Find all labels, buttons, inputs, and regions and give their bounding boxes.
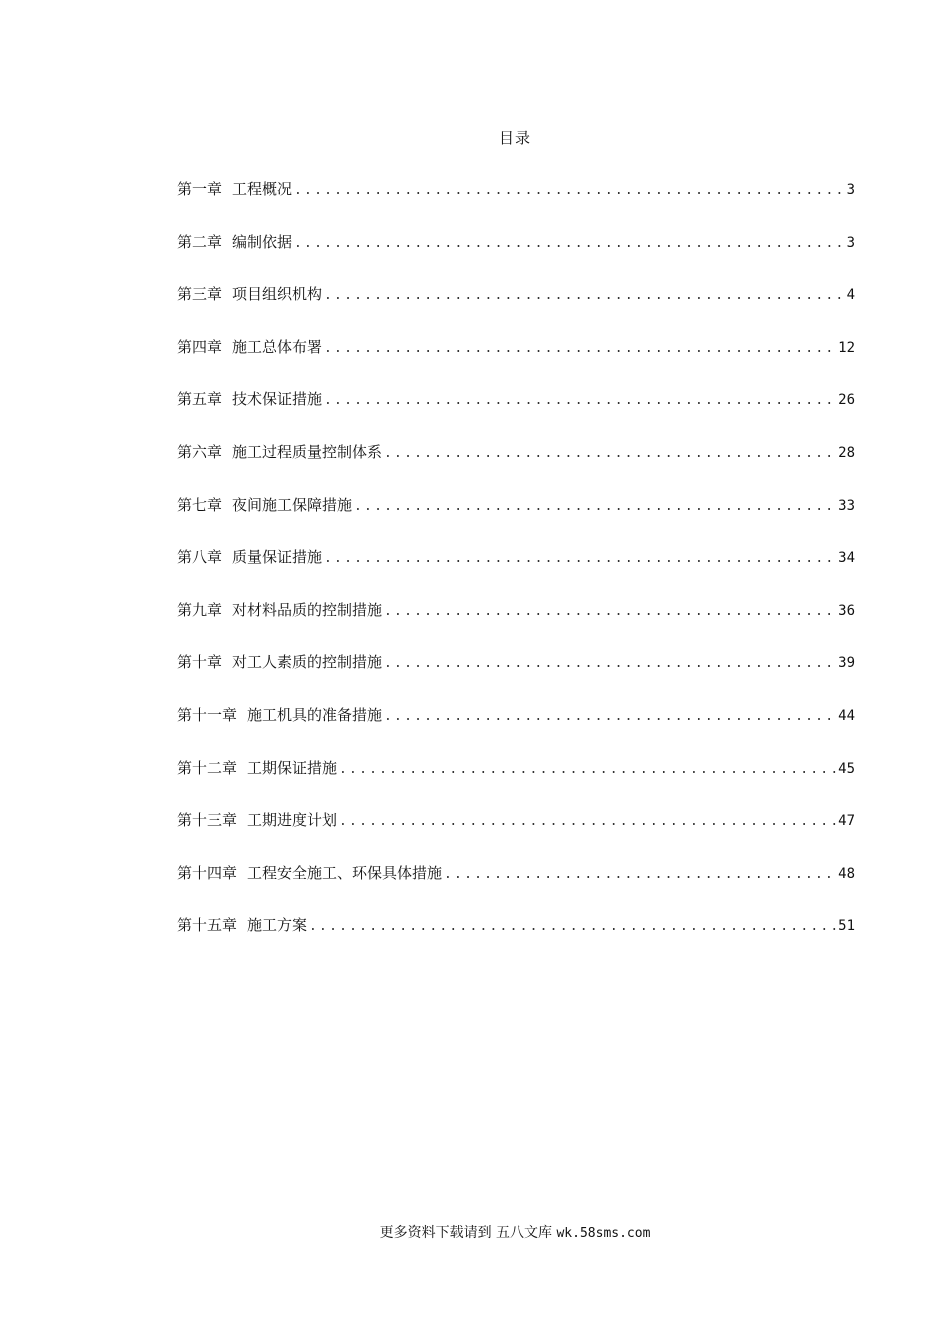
footer-link[interactable]: wk.58sms.com — [556, 1226, 651, 1241]
toc-chapter-number: 第二章 — [177, 232, 223, 251]
toc-dot-leader — [354, 499, 836, 514]
toc-chapter-name: 工程安全施工、环保具体措施 — [247, 863, 443, 882]
toc-entry — [177, 862, 855, 915]
toc-chapter-number: 第十五章 — [177, 916, 238, 935]
toc-dot-leader — [324, 551, 836, 566]
toc-page-number: 26 — [838, 392, 855, 409]
toc-chapter-number: 第十二章 — [177, 758, 238, 777]
toc-page-number: 51 — [838, 918, 855, 935]
toc-entry — [177, 441, 855, 494]
table-of-contents — [177, 178, 855, 967]
toc-entry — [177, 757, 855, 810]
toc-title: 目录 — [498, 129, 531, 147]
toc-dot-leader — [294, 236, 845, 251]
toc-chapter-name: 项目组织机构 — [232, 285, 323, 304]
toc-page-number: 36 — [838, 602, 855, 619]
toc-page-number: 48 — [838, 865, 855, 882]
toc-chapter-number: 第十章 — [177, 653, 223, 672]
toc-dot-leader — [339, 762, 836, 777]
toc-chapter-number: 第十三章 — [177, 811, 238, 830]
toc-entry — [177, 651, 855, 704]
toc-page-number: 3 — [846, 182, 855, 198]
toc-dot-leader — [384, 656, 836, 671]
toc-entry — [177, 231, 855, 284]
toc-chapter-name: 施工方案 — [247, 916, 308, 935]
toc-page-number: 4 — [846, 287, 855, 304]
toc-dot-leader — [309, 919, 836, 934]
toc-entry — [177, 599, 855, 652]
toc-chapter-name: 对材料品质的控制措施 — [232, 600, 383, 619]
toc-entry — [177, 178, 855, 231]
toc-page-number: 39 — [838, 655, 855, 672]
toc-chapter-number: 第五章 — [177, 390, 223, 409]
toc-chapter-name: 施工过程质量控制体系 — [232, 442, 383, 461]
toc-chapter-name: 编制依据 — [232, 232, 293, 251]
toc-entry — [177, 546, 855, 599]
toc-page-number: 47 — [838, 813, 855, 830]
toc-dot-leader — [324, 288, 845, 303]
toc-entry — [177, 704, 855, 757]
toc-dot-leader — [384, 604, 836, 619]
toc-entry — [177, 336, 855, 389]
toc-entry — [177, 494, 855, 547]
toc-chapter-name: 施工总体布署 — [232, 337, 323, 356]
toc-dot-leader — [384, 709, 836, 724]
footer-text: 更多资料下载请到 五八文库 — [379, 1225, 553, 1241]
toc-page-number: 33 — [838, 497, 855, 514]
toc-chapter-number: 第三章 — [177, 285, 223, 304]
page-footer — [0, 1222, 950, 1242]
toc-chapter-name: 对工人素质的控制措施 — [232, 653, 383, 672]
toc-page-number: 3 — [846, 234, 855, 251]
toc-entry — [177, 914, 855, 967]
toc-chapter-name: 施工机具的准备措施 — [247, 705, 383, 724]
toc-chapter-number: 第四章 — [177, 337, 223, 356]
toc-entry — [177, 809, 855, 862]
toc-entry — [177, 283, 855, 336]
toc-entry — [177, 388, 855, 441]
toc-dot-leader — [339, 814, 836, 829]
toc-chapter-number: 第十四章 — [177, 863, 238, 882]
toc-chapter-number: 第八章 — [177, 548, 223, 567]
toc-chapter-name: 夜间施工保障措施 — [232, 495, 353, 514]
toc-page-number: 44 — [838, 707, 855, 724]
toc-dot-leader — [324, 393, 836, 408]
toc-page-number: 45 — [838, 760, 855, 777]
toc-chapter-number: 第七章 — [177, 495, 223, 514]
toc-page-number: 34 — [838, 550, 855, 567]
toc-chapter-number: 第十一章 — [177, 705, 238, 724]
toc-chapter-name: 工程概况 — [232, 180, 293, 198]
toc-dot-leader — [324, 341, 836, 356]
toc-dot-leader — [294, 183, 845, 198]
toc-dot-leader — [444, 867, 836, 882]
toc-page-number: 28 — [838, 444, 855, 461]
toc-chapter-name: 质量保证措施 — [232, 548, 323, 567]
toc-chapter-name: 工期进度计划 — [247, 811, 338, 830]
toc-chapter-number: 第六章 — [177, 442, 223, 461]
toc-dot-leader — [384, 446, 836, 461]
toc-chapter-number: 第一章 — [177, 180, 223, 198]
toc-chapter-name: 工期保证措施 — [247, 758, 338, 777]
toc-chapter-number: 第九章 — [177, 600, 223, 619]
toc-page-number: 12 — [838, 339, 855, 356]
toc-chapter-name: 技术保证措施 — [232, 390, 323, 409]
